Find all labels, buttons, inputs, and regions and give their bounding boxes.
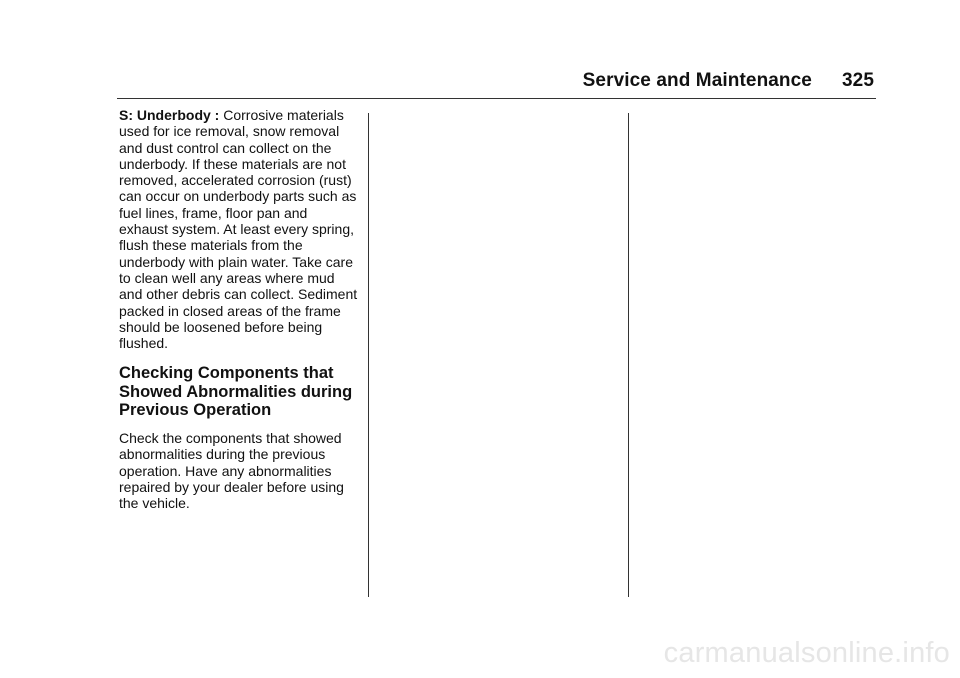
- checking-paragraph: Check the components that showed abnormalities during the previous operation. Have any abnormalities repaired by your dealer before using the vehicle.: [119, 429, 344, 512]
- left-column: [119, 107, 359, 511]
- column-divider-right: [628, 113, 629, 597]
- underbody-label: S: Underbody :: [119, 107, 220, 123]
- section-title: Service and Maintenance: [582, 70, 812, 91]
- underbody-text: Corrosive materials used for ice removal, snow removal and dust control can collect on the underbody. If these materials are not removed, accelerated corrosion (rust) can occur on underbody parts such as fuel lines, frame, floor pan and exhaust system. At least every spring, flush these materials from the underbody with plain water. Take care to clean well any areas where mud and other debris can collect. Sediment packed in closed areas of the frame should be loosened before being flushed.: [119, 107, 358, 352]
- watermark: carmanualsonline.info: [663, 637, 950, 669]
- page-header: [583, 70, 874, 92]
- section-heading: Checking Components that Showed Abnormalities during Previous Operation: [119, 364, 353, 420]
- page-number: 325: [841, 70, 874, 91]
- header-rule: [117, 98, 876, 99]
- column-divider-left: [368, 113, 369, 597]
- underbody-paragraph: [119, 107, 359, 351]
